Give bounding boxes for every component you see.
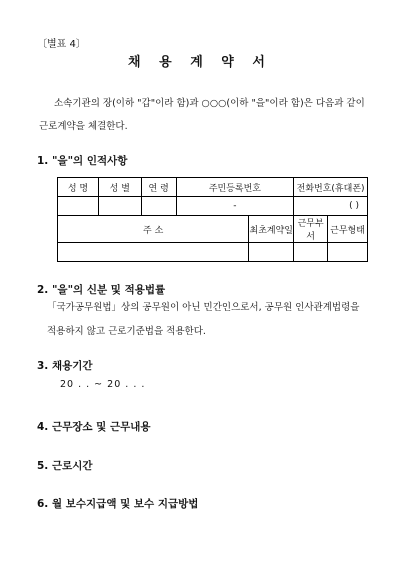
document-title: 채 용 계 약 서: [128, 55, 272, 70]
value-resident-number: -: [176, 197, 294, 216]
header-first-contract-date: 최초계약일: [249, 216, 294, 243]
value-age: [141, 197, 176, 216]
value-address: [58, 243, 249, 262]
value-work-type: [328, 243, 368, 262]
section-2-heading: 2. "을"의 신분 및 적용법률: [37, 284, 166, 296]
header-work-type: 근무형태: [328, 216, 368, 243]
form-tag: 〔별표 4〕: [37, 39, 86, 50]
header-phone: 전화번호(휴대폰): [294, 178, 368, 197]
header-address: 주 소: [58, 216, 249, 243]
value-first-contract-date: [249, 243, 294, 262]
value-name: [58, 197, 99, 216]
intro-paragraph: 소속기관의 장(이하 "갑"이라 함)과 ○○○(이하 "을"이라 함)은 다음과 같이 근로계약을 체결한다.: [39, 98, 365, 132]
employment-period: 20 . . ~ 20 . . .: [60, 379, 146, 390]
header-department: 근무부서: [294, 216, 328, 243]
header-age: 연 령: [141, 178, 176, 197]
section-2-body: 「국가공무원법」상의 공무원이 아닌 민간인으로서, 공무원 인사관계법령을 적용하지 않고 근로기준법을 적용한다.: [47, 302, 360, 337]
section-5-heading: 5. 근로시간: [37, 460, 93, 472]
section-1-heading: 1. "을"의 인적사항: [37, 155, 128, 167]
section-3-heading: 3. 채용기간: [37, 360, 93, 372]
value-gender: [98, 197, 141, 216]
personal-info-table: [57, 177, 368, 262]
section-4-heading: 4. 근무장소 및 근무내용: [37, 421, 151, 433]
header-resident-number: 주민등록번호: [176, 178, 294, 197]
header-name: 성 명: [58, 178, 99, 197]
value-phone: ( ): [294, 197, 368, 216]
header-gender: 성 별: [98, 178, 141, 197]
value-department: [294, 243, 328, 262]
section-6-heading: 6. 월 보수지급액 및 보수 지급방법: [37, 498, 199, 510]
